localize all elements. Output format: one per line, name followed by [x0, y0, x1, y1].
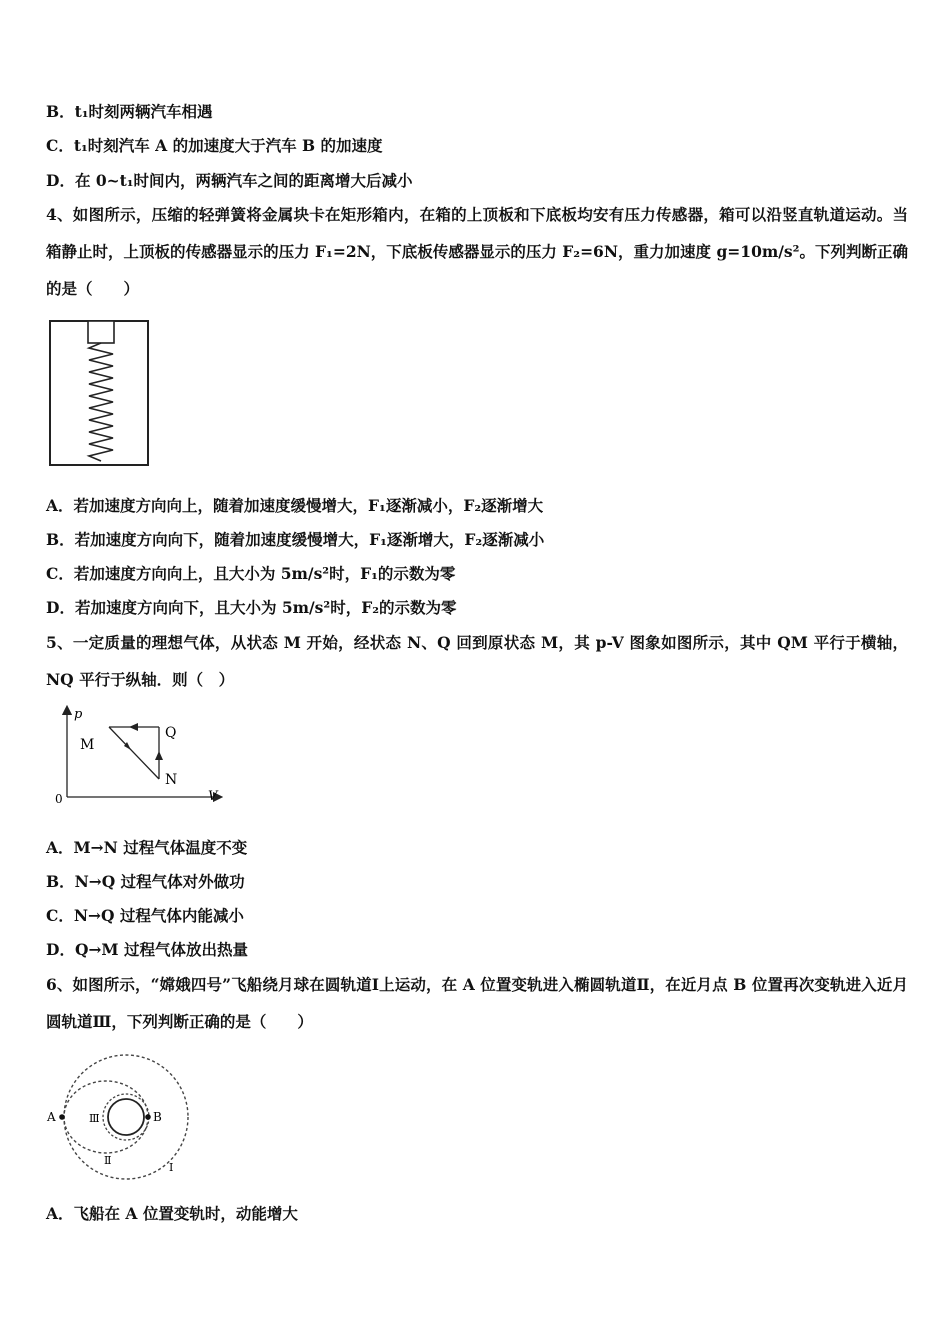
label-orbit-ii: Ⅱ — [104, 1154, 112, 1167]
q4-option-c: C．若加速度方向向上，且大小为 5m/s²时，F₁的示数为零 — [46, 564, 456, 583]
point-m-label: M — [80, 737, 95, 753]
spring-coil — [89, 343, 113, 461]
moon — [108, 1099, 144, 1135]
p-axis-label: p — [74, 707, 83, 722]
q3-option-c: C．t₁时刻汽车 A 的加速度大于汽车 B 的加速度 — [46, 136, 383, 155]
q4-option-b: B．若加速度方向向下，随着加速度缓慢增大，F₁逐渐增大，F₂逐渐减小 — [46, 530, 545, 549]
label-orbit-i: Ⅰ — [169, 1161, 174, 1174]
q4-option-a: A．若加速度方向向上，随着加速度缓慢增大，F₁逐渐减小，F₂逐渐增大 — [46, 496, 544, 515]
metal-block — [88, 321, 114, 343]
label-a: A — [47, 1110, 56, 1124]
q5-option-b: B．N→Q 过程气体对外做功 — [46, 872, 245, 891]
label-b: B — [153, 1110, 162, 1124]
point-b-dot — [145, 1114, 151, 1120]
q6-option-a: A．飞船在 A 位置变轨时，动能增大 — [46, 1204, 298, 1223]
arrow-n-to-q — [155, 751, 163, 760]
q3-option-b: B．t₁时刻两辆汽车相遇 — [46, 102, 213, 121]
q4-spring-box-figure — [46, 318, 152, 468]
q5-pv-graph — [50, 702, 230, 810]
q5-stem: 5、一定质量的理想气体，从状态 M 开始，经状态 N、Q 回到原状态 M，其 p-V 图象如图所示，其中 QM 平行于横轴，NQ 平行于纵轴．则（ ） — [46, 633, 908, 689]
q5-option-d: D．Q→M 过程气体放出热量 — [46, 940, 248, 959]
point-a-dot — [59, 1114, 65, 1120]
segment-mn — [109, 727, 159, 779]
q4-stem: 4、如图所示，压缩的轻弹簧将金属块卡在矩形箱内，在箱的上顶板和下底板均安有压力传感器，箱可以沿竖直轨道运动。当箱静止时，上顶板的传感器显示的压力 F₁=2N，下底板传感器显示的压力 F₂=6N，重力加速度 g=10m/s²。下列判断正确的是（ ） — [46, 205, 908, 298]
q6-stem: 6、如图所示，“嫦娥四号”飞船绕月球在圆轨道Ⅰ上运动，在 A 位置变轨进入椭圆轨道Ⅱ，在近月点 B 位置再次变轨进入近月圆轨道Ⅲ，下列判断正确的是（ ） — [46, 975, 908, 1031]
q3-option-d: D．在 0~t₁时间内，两辆汽车之间的距离增大后减小 — [46, 171, 413, 190]
point-q-label: Q — [165, 725, 177, 741]
point-n-label: N — [165, 772, 178, 788]
label-orbit-iii: Ⅲ — [89, 1112, 100, 1125]
q6-orbit-figure — [44, 1050, 194, 1185]
q5-option-c: C．N→Q 过程气体内能减小 — [46, 906, 244, 925]
q5-option-a: A．M→N 过程气体温度不变 — [46, 838, 248, 857]
origin-label: 0 — [55, 792, 63, 806]
arrow-q-to-m — [129, 723, 138, 731]
v-axis-label: V — [208, 789, 218, 804]
q4-option-d: D．若加速度方向向下，且大小为 5m/s²时，F₂的示数为零 — [46, 598, 457, 617]
